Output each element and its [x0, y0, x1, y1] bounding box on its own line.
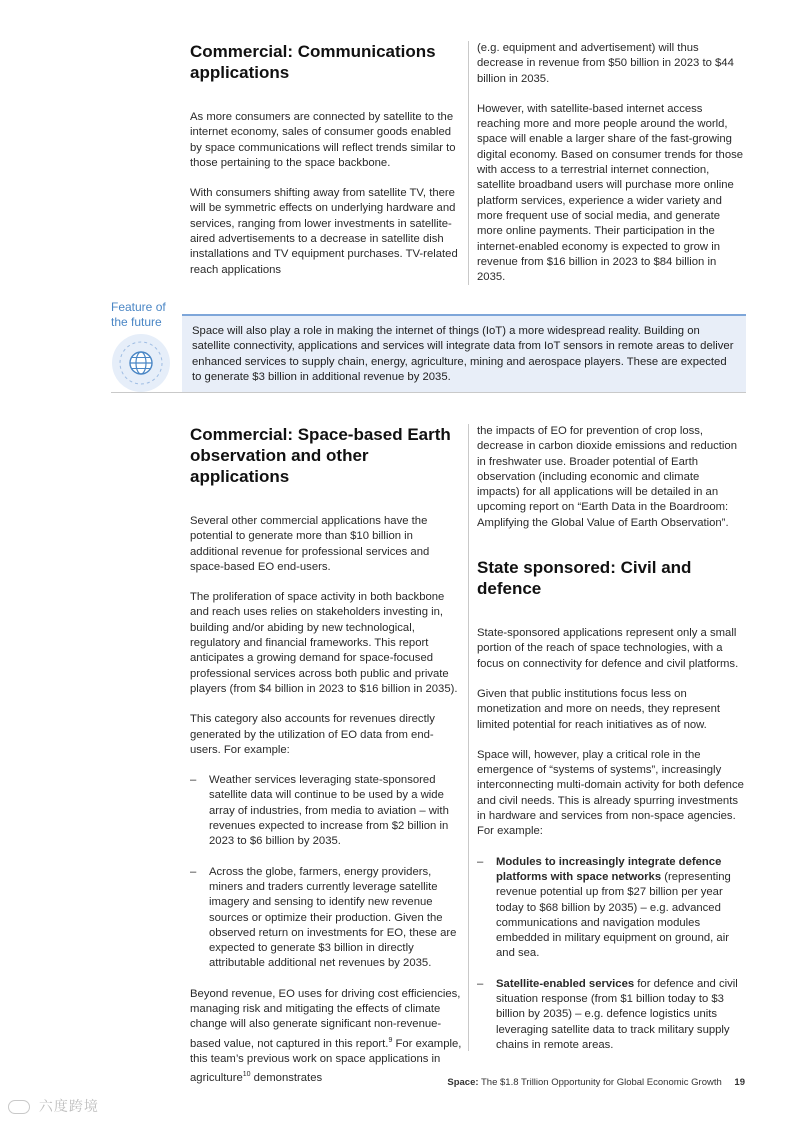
paragraph: The proliferation of space activity in both backbone and reach uses relies on stakeholders investing in, building and/or abiding by new technological, regulatory and financial frameworks. This report anticipates a growing demand for space-focused professional services across both public and private players (from $4 billion in 2023 to $16 billion in 2035). [190, 591, 458, 695]
section1-heading-bold: Commercial: [190, 42, 293, 61]
section1-heading [190, 41, 462, 83]
list-item-text: Weather services leveraging state-sponsored satellite data will continue to be used by a wide array of industries, from media to aviation – with revenues expected to increase from $2 billion in 2023 to $6 billion by 2035. [209, 774, 449, 848]
section2-heading-bold: Commercial: [190, 425, 293, 444]
footer-brand: Space: [447, 1077, 479, 1088]
list-item [190, 865, 462, 972]
list-item-bold: Satellite-enabled services [496, 977, 635, 990]
watermark-text: 六度跨境 [38, 1098, 99, 1114]
column-divider [468, 424, 469, 1051]
paragraph: the impacts of EO for prevention of crop loss, decrease in carbon dioxide emissions and reduction in freshwater use. Broader potential of Earth observation (including economic and climate impacts) for all applications will be detailed in an upcoming report on “Earth Data in the Boardroom: Amplifying the Global Value of Earth Observation”. [477, 425, 737, 529]
watermark [8, 1096, 99, 1116]
list-dash: – [190, 865, 197, 878]
list-dash: – [190, 774, 197, 787]
paragraph: Several other commercial applications have the potential to generate more than $10 billion in additional revenue for professional services and space-based EO end-users. [190, 515, 430, 573]
paragraph: With consumers shifting away from satellite TV, there will be symmetric effects on underlying hardware and services, ranging from lower investments in satellite-aired advertisements to a decrease in satellite dish installations and TV equipment purchases. TV-related reach applications [190, 187, 458, 276]
section1-heading-rest: Communications applications [190, 42, 436, 82]
page-footer [447, 1077, 745, 1088]
closing-text-a: Beyond revenue, EO uses for driving cost efficiencies, managing risk and mitigating the effects of climate change will also generate significant non-revenue-based value, not captured in this report. [190, 987, 461, 1050]
feature-label: Feature of the future [111, 300, 166, 329]
paragraph: (e.g. equipment and advertisement) will thus decrease in revenue from $50 billion in 2023 to $44 billion in 2035. [477, 42, 734, 85]
list-item [477, 855, 745, 962]
list-item [190, 773, 462, 849]
section2-heading [190, 424, 462, 487]
section1-right-column [477, 41, 745, 300]
page-number: 19 [734, 1077, 745, 1088]
section3-heading [477, 557, 745, 599]
section1-left-column [190, 41, 462, 293]
list-item-text: for defence and civil situation response (from $1 billion today to $3 billion by 2035) – e.g. defence logistics units leveraging satellite data to track military supply chains in remote areas. [496, 977, 738, 1051]
right-column-lower [477, 424, 745, 1068]
section-divider [111, 392, 746, 393]
list-item-bold: Modules to increasingly integrate defence platforms with space networks [496, 855, 722, 883]
section3-heading-rest: Civil and defence [477, 558, 692, 599]
footnote-ref[interactable]: 9 [388, 1036, 393, 1044]
column-divider [468, 41, 469, 285]
list-dash: – [477, 977, 484, 990]
section2-left-column [190, 424, 462, 1101]
watermark-logo-icon [8, 1100, 30, 1114]
list-item-text: (representing revenue potential up from $27 billion per year today to $68 billion by 2035) – e.g. advanced communications and navigation modules embedded in military equipment on ground, air and sea. [496, 870, 731, 960]
paragraph: State-sponsored applications represent only a small portion of the reach of space technologies, with a focus on connectivity for defence and civil platforms. [477, 627, 739, 670]
state-examples-list [477, 855, 745, 1054]
section2-heading-rest: Space-based Earth observation and other applications [190, 425, 451, 486]
paragraph: As more consumers are connected by satellite to the internet economy, sales of consumer goods enabled by space communications will reflect trends similar to those pertaining to the space backbone. [190, 111, 456, 169]
feature-callout [182, 314, 746, 392]
list-dash: – [477, 855, 484, 868]
footer-title: The $1.8 Trillion Opportunity for Global Economic Growth [481, 1077, 722, 1088]
list-item-text: Across the globe, farmers, energy providers, miners and traders currently leverage satellite imagery and sensing to identify new revenue sources or optimize their production. Given the observed return on investments for EO, these are expected to generate $3 billion in directly attributable additional net revenues by 2035. [209, 865, 457, 970]
paragraph: Given that public institutions focus less on monetization and more on needs, they represent limited potential for reach initiatives as of now. [477, 687, 721, 731]
feature-text: Space will also play a role in making the internet of things (IoT) a more widespread reality. Building on satellite connectivity, applications and services will integrate data from IoT sensors in remote areas to deliver enhanced services to supply chain, energy, agriculture, mining and aerospace players. These are expected to generate $3 billion in additional revenue by 2035. [192, 325, 734, 383]
paragraph: Space will, however, play a critical role in the emergence of “systems of systems”, increasingly interconnecting multi-domain activity for both defence and civil needs. This is already spurring investments in hardware and services from non-space agencies. For example: [477, 748, 744, 838]
paragraph [190, 987, 462, 1086]
closing-text-b: For example, this team’s previous work on space applications in agriculture [190, 1037, 462, 1084]
closing-text-c: demonstrates [250, 1071, 323, 1084]
footnote-ref[interactable]: 10 [242, 1070, 251, 1078]
section3-heading-bold: State sponsored: [477, 558, 616, 578]
globe-icon [111, 333, 171, 393]
paragraph: However, with satellite-based internet access reaching more and more people around the world, space will enable a larger share of the fast-growing digital economy. Based on consumer trends for those with access to a terrestrial internet connection, satellite broadband users will purchase more online platform services, experience a wider variety and more frequent use of social media, and generate more online payments. Their participation in the internet-enabled economy is expected to grow in revenue from $16 billion in 2023 to $84 billion in 2035. [477, 102, 744, 284]
eo-examples-list [190, 773, 462, 972]
paragraph: This category also accounts for revenues directly generated by the utilization of EO data from end-users. For example: [190, 713, 435, 756]
list-item [477, 977, 745, 1053]
